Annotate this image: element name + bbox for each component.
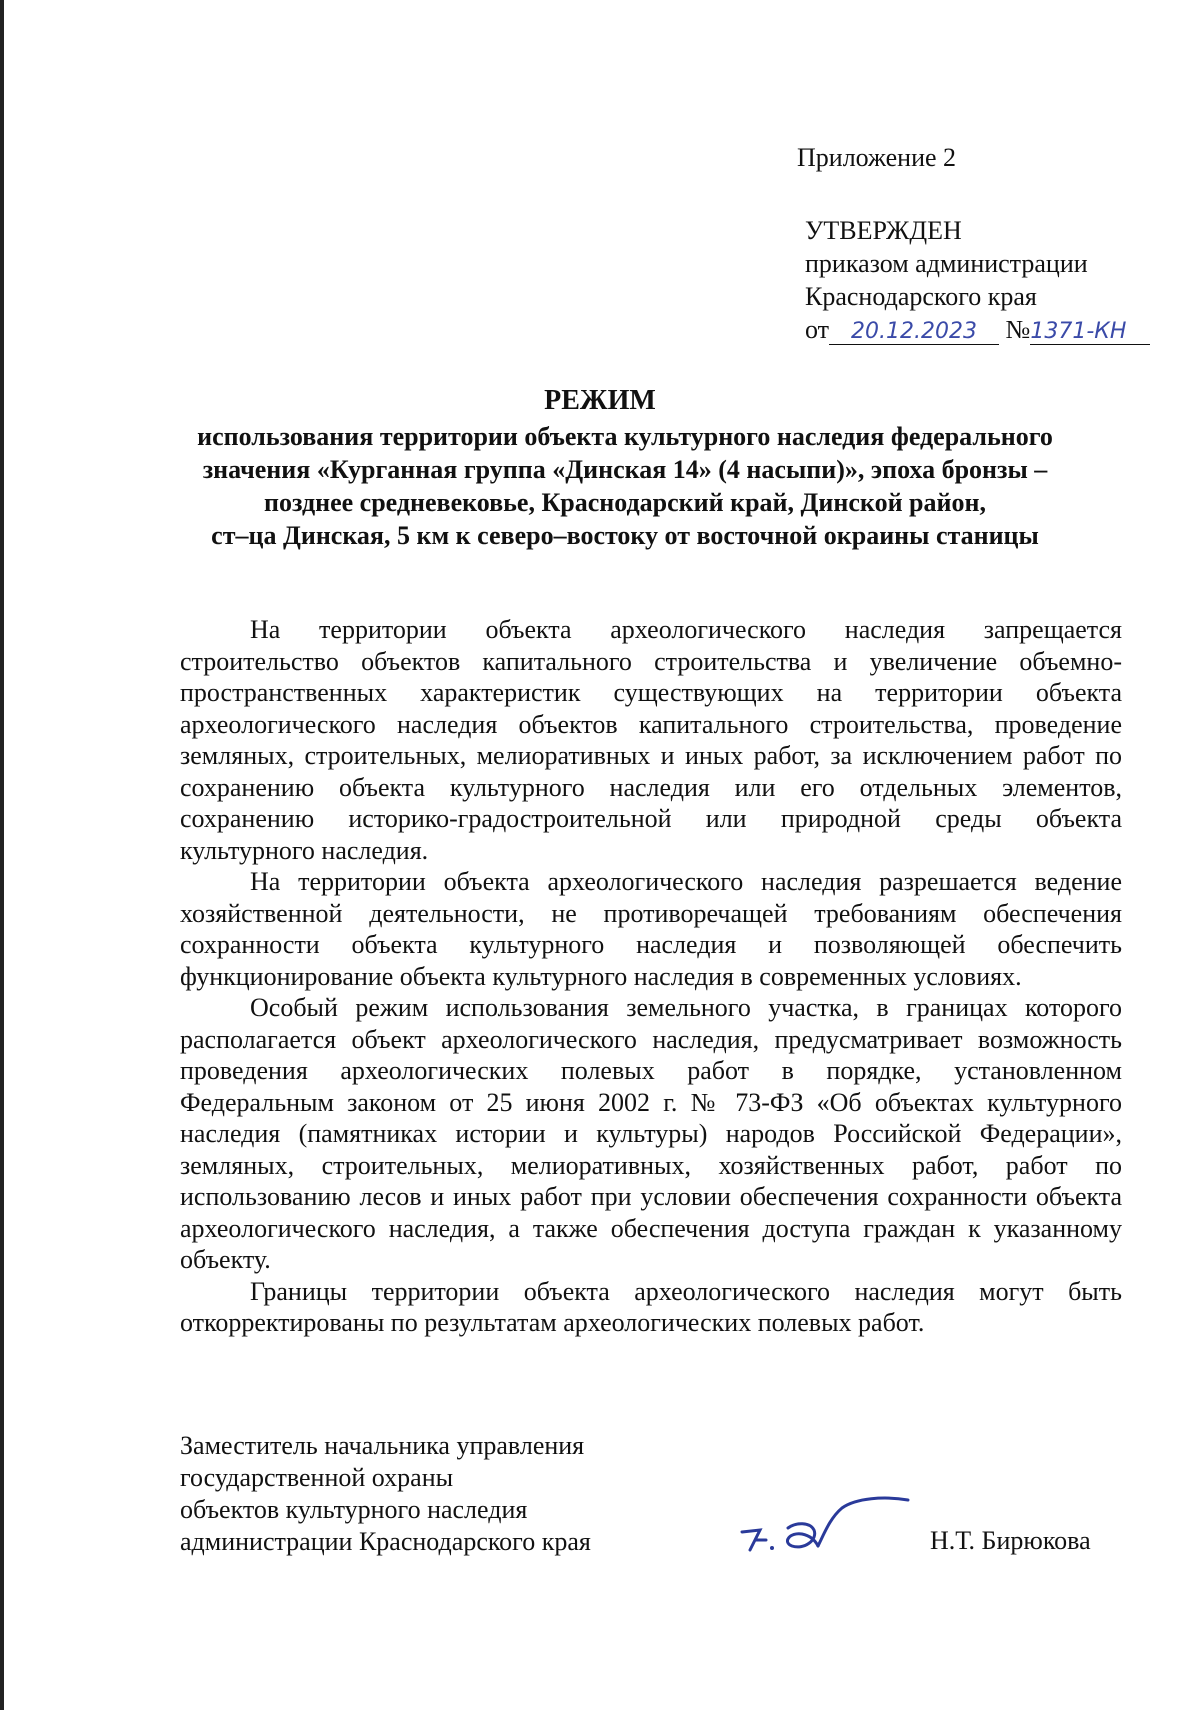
paragraph-permitted-activity: На территории объекта археологического наследия разрешается ведение хозяйственной деятельности, не противоречащей требованиям обеспечения сохранности объекта культурного наследия и позволяющей обеспечить функционирование объекта культурного наследия в современных условиях.: [180, 867, 1122, 991]
approved-by-line-1: приказом администрации: [805, 249, 1088, 278]
scan-edge: [0, 0, 4, 1710]
handwritten-signature: [738, 1488, 918, 1558]
number-prefix: №: [1005, 315, 1031, 344]
paragraph-boundaries: Границы территории объекта археологического наследия могут быть откорректированы по результатам археологических полевых работ.: [180, 1276, 1122, 1337]
subtitle-line: позднее средневековье, Краснодарский край, Динской район,: [264, 488, 986, 517]
order-number: 1371-КН: [1030, 320, 1150, 345]
order-date-number: [805, 313, 1150, 346]
position-line: объектов культурного наследия: [180, 1495, 528, 1524]
signatory-position: [180, 1430, 591, 1558]
document-subtitle: [150, 420, 1100, 552]
position-line: администрации Краснодарского края: [180, 1527, 591, 1556]
appendix-label: Приложение 2: [797, 143, 957, 172]
document-title: РЕЖИМ: [544, 385, 656, 416]
date-prefix: от: [805, 315, 830, 344]
position-line: государственной охраны: [180, 1463, 454, 1492]
paragraph-special-regime: Особый режим использования земельного участка, в границах которого располагается объект археологического наследия, предусматривает возможность проведения археологических полевых работ в порядке, установленном Федеральным законом от 25 июня 2002 г. № 73-ФЗ «Об объектах культурного наследия (памятниках истории и культуры) народов Российской Федерации», земляных, строительных, мелиоративных, хозяйственных работ, работ по использованию лесов и иных работ при условии обеспечения сохранности объекта археологического наследия, а также обеспечения доступа граждан к указанному объекту.: [180, 993, 1122, 1274]
signatory-name: Н.Т. Бирюкова: [930, 1526, 1091, 1555]
document-body: [180, 614, 1122, 1339]
approved-by-line-2: Краснодарского края: [805, 282, 1037, 311]
approved-heading: УТВЕРЖДЕН: [805, 216, 962, 245]
order-date: 20.12.2023: [829, 320, 999, 345]
paragraph-prohibitions: На территории объекта археологического наследия запрещается строительство объектов капитального строительства и увеличение объемно-пространственных характеристик существующих на территории объекта археологического наследия объектов капитального строительства, проведение земляных, строительных, мелиоративных и иных работ, за исключением работ по сохранению объекта культурного наследия или его отдельных элементов, сохранению историко-градостроительной или природной среды объекта культурного наследия.: [180, 615, 1122, 865]
position-line: Заместитель начальника управления: [180, 1431, 585, 1460]
subtitle-line: значения «Курганная группа «Динская 14» (4 насыпи)», эпоха бронзы –: [202, 455, 1048, 484]
subtitle-line: использования территории объекта культурного наследия федерального: [197, 422, 1053, 451]
approval-block: [805, 214, 1150, 346]
subtitle-line: ст–ца Динская, 5 км к северо–востоку от восточной окраины станицы: [211, 521, 1039, 550]
